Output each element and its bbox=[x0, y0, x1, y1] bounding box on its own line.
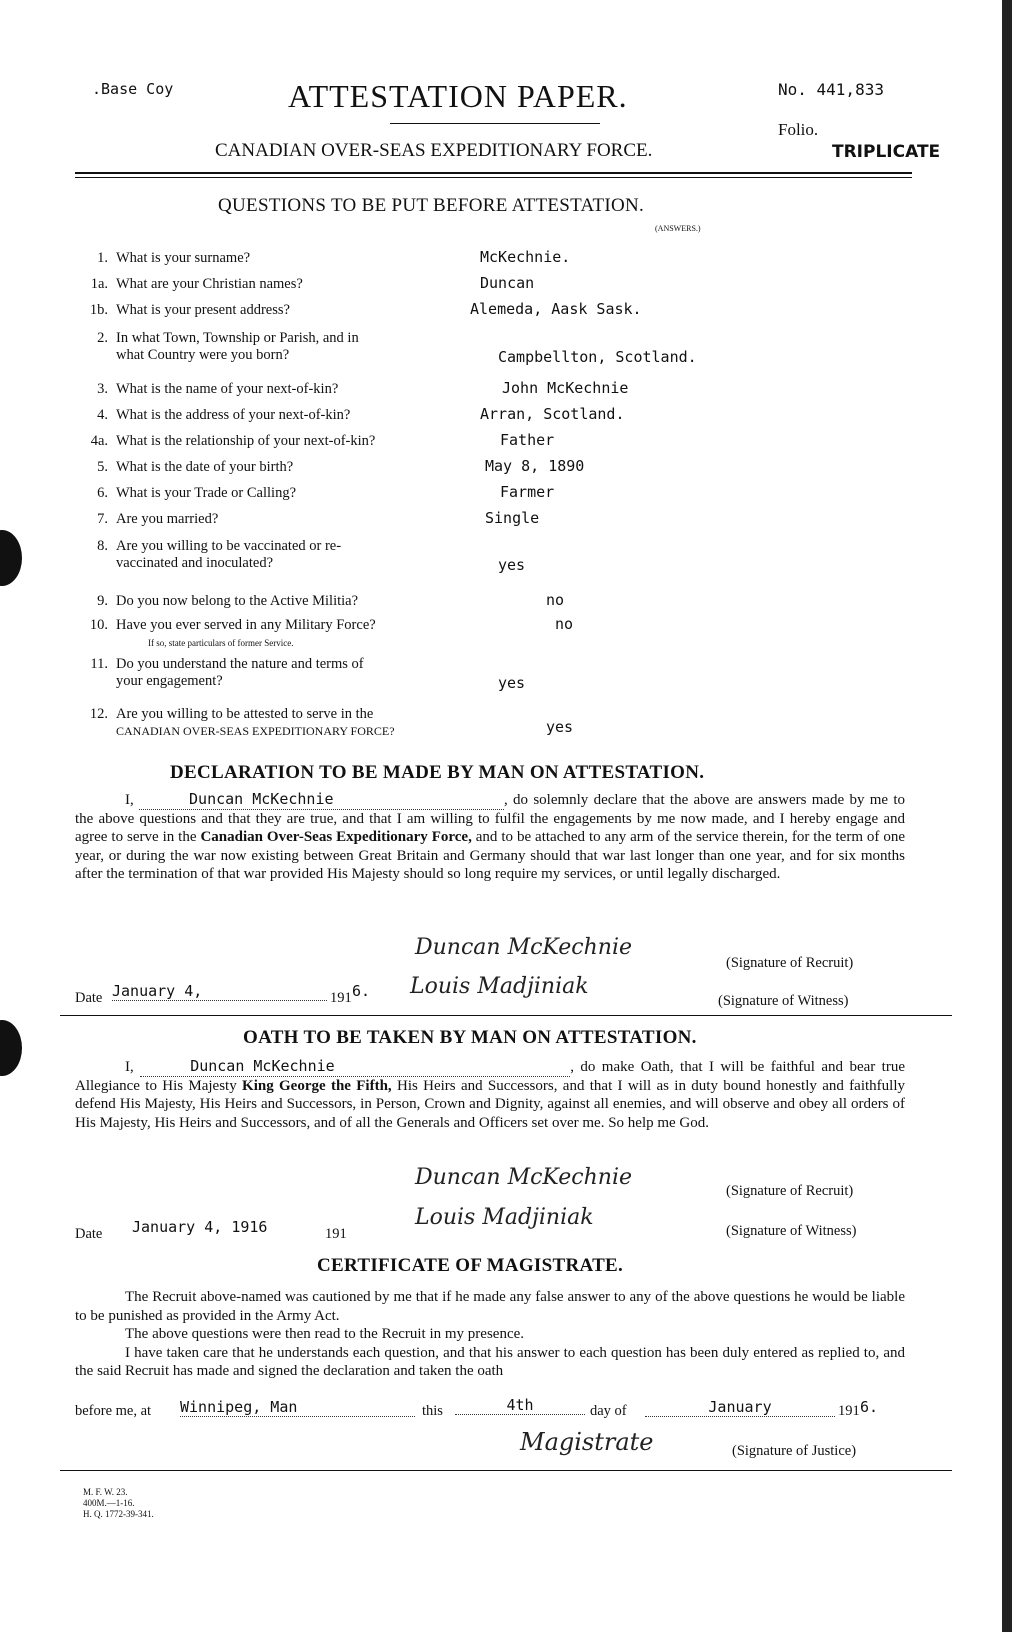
question-row bbox=[78, 330, 359, 364]
question-text: What is the date of your birth? bbox=[116, 459, 294, 475]
recruit-signature-oath: Duncan McKechnie bbox=[415, 1165, 633, 1190]
question-number: 7. bbox=[97, 511, 108, 527]
question-text: What is your present address? bbox=[116, 302, 290, 318]
question-text: Have you ever served in any Military Force? bbox=[116, 617, 376, 633]
witness-signature-declaration: Louis Madjiniak bbox=[410, 974, 589, 999]
question-number: 4a. bbox=[90, 433, 108, 449]
declaration-name: Duncan McKechnie bbox=[139, 790, 504, 810]
answer-value: May 8, 1890 bbox=[485, 457, 585, 475]
question-row bbox=[78, 485, 296, 502]
question-text: your engagement? bbox=[116, 673, 223, 689]
answer-value: Father bbox=[500, 431, 555, 449]
day-of-label: day of bbox=[590, 1403, 627, 1419]
question-text: Are you willing to be attested to serve in the bbox=[116, 706, 374, 722]
hq-code: H. Q. 1772-39-341. bbox=[83, 1509, 154, 1519]
question-text: Do you understand the nature and terms of bbox=[116, 656, 364, 672]
title-divider bbox=[390, 123, 600, 124]
answer-value: no bbox=[546, 591, 565, 609]
declaration-force: Canadian Over-Seas Expeditionary Force, bbox=[200, 829, 472, 846]
month-value: January bbox=[645, 1398, 835, 1417]
question-number: 4. bbox=[97, 407, 108, 423]
triplicate-stamp: TRIPLICATE bbox=[832, 142, 941, 162]
day-value: 4th bbox=[455, 1396, 585, 1415]
declaration-year-prefix: 191 bbox=[330, 990, 352, 1006]
punch-hole bbox=[0, 530, 22, 586]
scan-edge bbox=[1002, 0, 1012, 1632]
form-codes bbox=[83, 1487, 154, 1520]
certificate-heading: CERTIFICATE OF MAGISTRATE. bbox=[317, 1255, 624, 1276]
question-row bbox=[78, 433, 375, 450]
declaration-date-label: Date bbox=[75, 990, 103, 1006]
document-subtitle: CANADIAN OVER-SEAS EXPEDITIONARY FORCE. bbox=[215, 140, 653, 161]
question-row bbox=[78, 593, 358, 610]
oath-text-2: His Heirs and Successors, and that I will as in duty bound honestly and faithfully defend His Majesty, His Heirs and Successors, in Person, Crown and Dignity, against all enemies, and will observe and obey all orders of His Majesty, His Heirs and Successors, and of all the Generals and Officers set over me. So help me God. bbox=[75, 1077, 905, 1131]
question-text: What are your Christian names? bbox=[116, 276, 303, 292]
question-number: 1a. bbox=[90, 276, 108, 292]
question-text: What is your surname? bbox=[116, 250, 251, 266]
question-row bbox=[78, 459, 293, 476]
questions-heading: QUESTIONS TO BE PUT BEFORE ATTESTATION. bbox=[218, 195, 645, 216]
answers-label: (ANSWERS.) bbox=[655, 224, 701, 233]
answer-value: yes bbox=[546, 718, 574, 736]
justice-signature: Magistrate bbox=[520, 1428, 654, 1456]
question-row bbox=[78, 381, 338, 398]
section-rule bbox=[60, 1015, 952, 1016]
document-title: ATTESTATION PAPER. bbox=[288, 78, 628, 114]
question-text: What is the name of your next-of-kin? bbox=[116, 381, 339, 397]
question-number: 5. bbox=[97, 459, 108, 475]
recruit-signature-label: (Signature of Recruit) bbox=[726, 955, 854, 971]
print-code: 400M.—1-16. bbox=[83, 1498, 135, 1508]
oath-date-label: Date bbox=[75, 1226, 103, 1242]
question-number: 2. bbox=[97, 330, 108, 346]
oath-text-1: , do make Oath, that I will be faithful and bear true Allegiance to His Majesty bbox=[75, 1059, 906, 1094]
double-rule bbox=[75, 177, 912, 178]
recruit-signature-declaration: Duncan McKechnie bbox=[415, 935, 633, 960]
question-text: CANADIAN OVER-SEAS EXPEDITIONARY FORCE? bbox=[116, 724, 395, 738]
recruit-signature-label-oath: (Signature of Recruit) bbox=[726, 1183, 854, 1199]
declaration-date-value: January 4, bbox=[112, 982, 327, 1001]
certificate-year-suffix: 6. bbox=[860, 1398, 879, 1416]
answer-value: Duncan bbox=[480, 274, 535, 292]
question-text: What is your Trade or Calling? bbox=[116, 485, 297, 501]
witness-signature-label-oath: (Signature of Witness) bbox=[726, 1223, 857, 1239]
oath-year-prefix: 191 bbox=[325, 1226, 347, 1242]
question-text: Do you now belong to the Active Militia? bbox=[116, 593, 359, 609]
folio-label: Folio. bbox=[778, 120, 819, 139]
question-row bbox=[78, 250, 250, 267]
answer-value: Single bbox=[485, 509, 540, 527]
question-text: Are you married? bbox=[116, 511, 219, 527]
question-row bbox=[78, 276, 303, 293]
question-text: What is the relationship of your next-of-kin? bbox=[116, 433, 376, 449]
question-number: 12. bbox=[89, 706, 108, 722]
answer-value: McKechnie. bbox=[480, 248, 571, 266]
declaration-i: I, bbox=[125, 792, 134, 808]
question-row bbox=[78, 656, 364, 690]
question-number: 1. bbox=[97, 250, 108, 266]
certificate-p2: The above questions were then read to the Recruit in my presence. bbox=[125, 1326, 525, 1343]
question-number: 1b. bbox=[89, 302, 108, 318]
question-row bbox=[78, 538, 341, 572]
answer-value: John McKechnie bbox=[502, 379, 629, 397]
witness-signature-label: (Signature of Witness) bbox=[718, 993, 849, 1009]
answer-value: yes bbox=[498, 674, 526, 692]
question-row bbox=[78, 511, 218, 528]
this-label: this bbox=[422, 1403, 443, 1419]
question-text: What is the address of your next-of-kin? bbox=[116, 407, 351, 423]
declaration-text bbox=[75, 790, 905, 884]
oath-date-value: January 4, 1916 bbox=[132, 1218, 268, 1236]
question-text: In what Town, Township or Parish, and in bbox=[116, 330, 359, 346]
certificate-p1: The Recruit above-named was cautioned by me that if he made any false answer to any of the above questions he would be liable to be punished as provided in the Army Act. bbox=[75, 1289, 905, 1324]
answer-value: Arran, Scotland. bbox=[480, 405, 625, 423]
question-row bbox=[78, 617, 376, 652]
question-text: vaccinated and inoculated? bbox=[116, 555, 274, 571]
declaration-heading: DECLARATION TO BE MADE BY MAN ON ATTESTATION. bbox=[170, 762, 705, 783]
oath-i: I, bbox=[125, 1059, 134, 1075]
answer-value: yes bbox=[498, 556, 526, 574]
witness-signature-oath: Louis Madjiniak bbox=[415, 1205, 594, 1230]
punch-hole bbox=[0, 1020, 22, 1076]
place-value: Winnipeg, Man bbox=[180, 1398, 415, 1417]
regimental-number: No. 441,833 bbox=[778, 80, 884, 99]
declaration-text-2: and to be attached to any arm of the service therein, for the term of one year, or during the war now existing between Great Britain and Germany should that war last longer than one year, and for six months after the termination of that war provided His Majesty should so long require my services, or until legally discharged. bbox=[75, 829, 906, 883]
answer-value: Alemeda, Aask Sask. bbox=[470, 300, 642, 318]
question-text: what Country were you born? bbox=[116, 347, 290, 363]
question-text: Are you willing to be vaccinated or re- bbox=[116, 538, 342, 554]
question-number: 3. bbox=[97, 381, 108, 397]
answer-value: Campbellton, Scotland. bbox=[498, 348, 697, 366]
certificate-p3: I have taken care that he understands each question, and that his answer to each question has been duly entered as replied to, and the said Recruit has made and signed the declaration and taken the oath bbox=[75, 1344, 905, 1380]
answer-value: no bbox=[555, 615, 574, 633]
answer-value: Farmer bbox=[500, 483, 555, 501]
justice-signature-label: (Signature of Justice) bbox=[732, 1443, 857, 1459]
form-code: M. F. W. 23. bbox=[83, 1487, 128, 1497]
section-rule bbox=[60, 1470, 952, 1471]
double-rule bbox=[75, 172, 912, 174]
oath-king: King George the Fifth, bbox=[242, 1077, 392, 1094]
certificate-year-prefix: 191 bbox=[838, 1403, 860, 1419]
question-number: 11. bbox=[90, 656, 108, 672]
question-row bbox=[78, 706, 395, 740]
question-row bbox=[78, 407, 350, 424]
question-number: 8. bbox=[97, 538, 108, 554]
certificate-text bbox=[75, 1288, 905, 1381]
oath-heading: OATH TO BE TAKEN BY MAN ON ATTESTATION. bbox=[243, 1027, 697, 1048]
question-note: If so, state particulars of former Service. bbox=[148, 638, 294, 648]
declaration-year-suffix: 6. bbox=[352, 982, 371, 1000]
unit-label: .Base Coy bbox=[92, 80, 174, 98]
declaration-text-1: , do solemnly declare that the above are answers made by me to the above questions and that they are true, and that I am willing to fulfil the engagements by me now made, and I hereby engage and agree to serve in the bbox=[75, 792, 906, 846]
question-row bbox=[78, 302, 290, 319]
question-number: 9. bbox=[97, 593, 108, 609]
oath-text bbox=[75, 1057, 905, 1132]
oath-name: Duncan McKechnie bbox=[140, 1057, 570, 1077]
question-number: 10. bbox=[89, 617, 108, 633]
question-number: 6. bbox=[97, 485, 108, 501]
before-me-label: before me, at bbox=[75, 1403, 152, 1419]
